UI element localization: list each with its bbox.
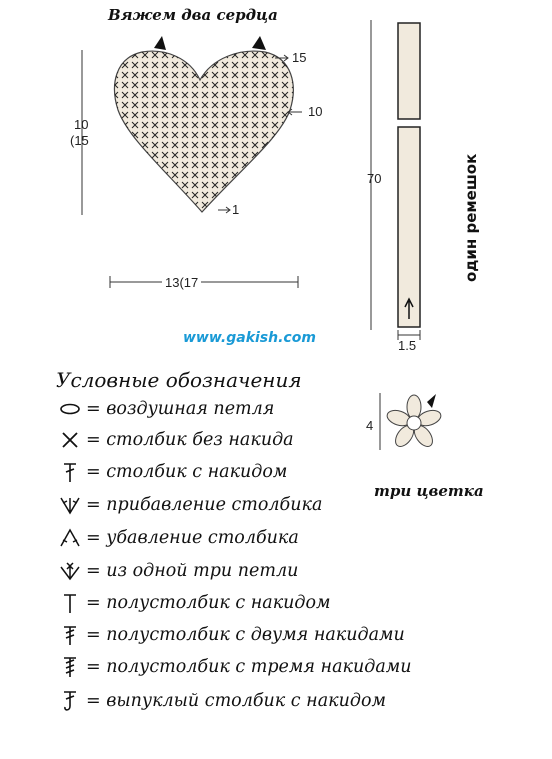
legend-item xyxy=(58,457,287,487)
legend-text: = выпуклый столбик с накидом xyxy=(86,691,386,711)
legend-item xyxy=(58,620,405,650)
legend-item xyxy=(58,686,386,716)
legend-text: = полустолбик с накидом xyxy=(86,593,331,613)
double-treble-icon xyxy=(58,655,82,679)
watermark-url: www.gakish.com xyxy=(183,330,316,346)
legend-title: Условные обозначения xyxy=(56,368,302,392)
flower-diagram xyxy=(370,388,450,458)
legend-item xyxy=(58,425,294,455)
half-double-icon xyxy=(58,591,82,615)
strap-diagram xyxy=(360,15,440,360)
strap-width-label: 1.5 xyxy=(398,338,417,353)
height-label: 10 xyxy=(74,117,89,132)
legend-item xyxy=(58,652,412,682)
legend-item xyxy=(58,490,322,520)
heart-chart xyxy=(70,30,350,300)
legend-item xyxy=(58,523,299,553)
decrease-icon xyxy=(58,526,82,550)
height-label-alt: (15 xyxy=(70,133,89,148)
strap-caption: один ремешок xyxy=(462,153,480,282)
legend-text: = прибавление столбика xyxy=(86,495,323,515)
row-mark-15: 15 xyxy=(292,50,307,65)
double-crochet-icon xyxy=(58,460,82,484)
flower-size-label: 4 xyxy=(366,418,374,433)
row-mark-1: 1 xyxy=(232,202,240,217)
legend-text: = столбик с накидом xyxy=(86,462,288,482)
legend-text: = полустолбик с тремя накидами xyxy=(86,657,412,677)
front-post-icon xyxy=(58,689,82,713)
legend-text: = из одной три петли xyxy=(86,561,299,581)
width-label: 13(17 xyxy=(162,275,201,290)
flower-caption: три цветка xyxy=(374,482,484,500)
row-mark-10: 10 xyxy=(308,104,323,119)
chain-icon xyxy=(58,397,82,421)
legend-text: = убавление столбика xyxy=(86,528,299,548)
increase-icon xyxy=(58,493,82,517)
legend-text: = воздушная петля xyxy=(86,399,275,419)
legend-item xyxy=(58,556,298,586)
start-marker-left xyxy=(154,36,166,50)
start-marker-right xyxy=(252,36,266,50)
three-from-one-icon xyxy=(58,559,82,583)
legend-text: = столбик без накида xyxy=(86,430,294,450)
legend-text: = полустолбик с двумя накидами xyxy=(86,625,405,645)
treble-icon xyxy=(58,623,82,647)
legend-item xyxy=(58,394,274,424)
single-crochet-icon xyxy=(58,428,82,452)
diagram-title: Вяжем два сердца xyxy=(108,6,278,24)
strap-length-label: 70 xyxy=(367,171,382,186)
legend-item xyxy=(58,588,331,618)
